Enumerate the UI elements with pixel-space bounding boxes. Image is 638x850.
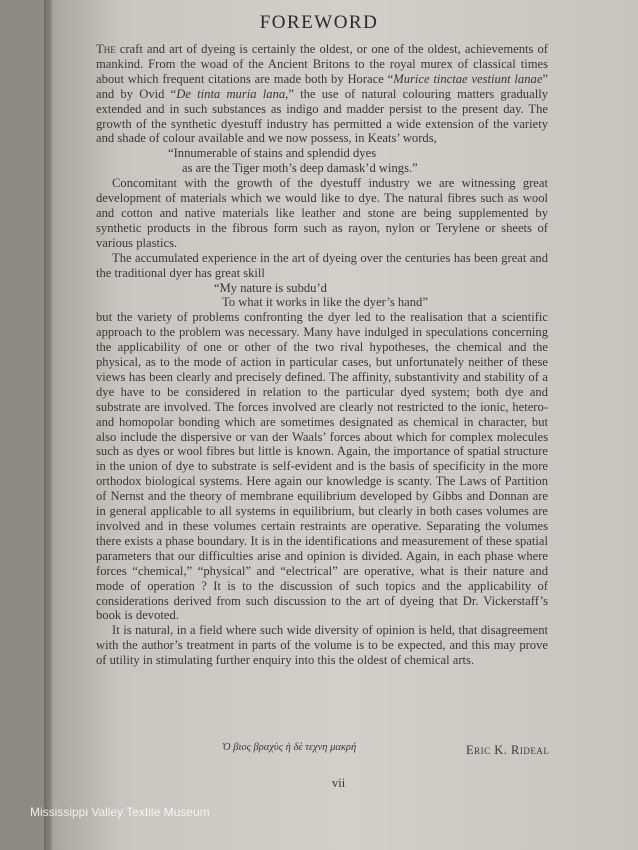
author-signature: Eric K. Rideal — [466, 743, 550, 757]
paragraph-5: It is natural, in a field where such wide diversity of opinion is held, that disagreement with the author’s treatment in parts of the volume is to be expected, and this may prove of utility in stimulating further enquiry into this the oldest of chemical arts. — [96, 623, 548, 668]
keats-quote-line-2: as are the Tiger moth’s deep damask’d wings.” — [182, 161, 418, 176]
paragraph-2: Concomitant with the growth of the dyestuff industry we are witnessing great development of materials which we would like to dye. The natural fibres such as wool and cotton and native materials like leather and stone are being supplemented by synthetic products in the fibrous form such as rayon, nylon or Terylene or sheets of various plastics. — [96, 176, 548, 250]
keats-quote — [96, 146, 548, 176]
ovid-quote: De tinta muria lana, — [176, 86, 289, 101]
paragraph-1-text-c: ” the use of natural colouring matters gradually extended and in such substances as indigo and madder persist to the present day. The growth of the synthetic dyestuff industry has permitted a wide extension of the variety and shade of colour available and we now possess, in Keats’ words, — [96, 86, 548, 146]
paragraph-4: but the variety of problems confronting the dyer led to the realisation that a scientific approach to the problem was necessary. Many have indulged in speculations concerning the applicability of one or other of the two rival hypotheses, the chemical and the physical, as to the mode of action in particular cases, but unfortunately neither of these views has been clearly and precisely defined. The affinity, substantivity and stability of a dye have to be considered in relation to the particular dyed system; both dye and substrate are involved. The forces involved are clearly not restricted to the ionic, hetero- and homopolar bonding which are sometimes designated as chemical in character, but also include the dispersive or van der Waals’ forces about which for complex molecules such as dyes or wool fibres but little is known. Again, the importance of spatial structure in the union of dye to substrate is self-evident and is the basis of specificity in the more orthodox biological systems. Here again our knowledge is scanty. The Laws of Partition of Nernst and the theory of membrane equilibrium developed by Gibbs and Donnan are in general applicable to all systems in equilibrium, but clearly in both cases volumes are involved and in these volumes certain restraints are operative. Separating the volumes there exists a phase boundary. It is in the identifications and measurement of these spatial parameters that our difficulties arise and opinion is divided. Again, in each phase where forces “chemical,” “physical” and “electrical” are operative, what is their nature and mode of operation ? It is to the discussion of such topics and the applicability of considerations derived from such discussion to the art of dyeing that Dr. Vickerstaff’s book is devoted. — [96, 310, 548, 623]
paragraph-1-text-a: craft and art of dyeing is certainly the oldest, or one of the oldest, achievements of mankind. From the woad of the Ancient Britons to the royal murex of classical times about which frequent citations are made both by Horace “ — [96, 42, 548, 86]
paragraph-3: The accumulated experience in the art of dyeing over the centuries has been great and the traditional dyer has great skill — [96, 250, 548, 280]
paragraph-1-opening: The — [96, 42, 116, 56]
shakespeare-quote-line-2: To what it works in like the dyer’s hand” — [222, 295, 428, 310]
keats-quote-line-1: “Innumerable of stains and splendid dyes — [168, 146, 377, 161]
paragraph-1 — [96, 42, 548, 146]
greek-motto: Ὁ βιος βραχὺς ἡ δὲ τεχνη μακρή — [222, 742, 357, 753]
horace-quote: Murice tinctae vestiunt lanae — [393, 71, 543, 86]
page-number: vii — [332, 776, 346, 790]
page-title: FOREWORD — [259, 12, 379, 33]
paragraph-1-text-b: ” and by Ovid “ — [96, 71, 548, 101]
foreword-body — [96, 42, 548, 668]
museum-watermark: Mississippi Valley Textile Museum — [30, 805, 210, 819]
shakespeare-quote — [96, 281, 548, 311]
shakespeare-quote-line-1: “My nature is subdu’d — [214, 280, 327, 295]
